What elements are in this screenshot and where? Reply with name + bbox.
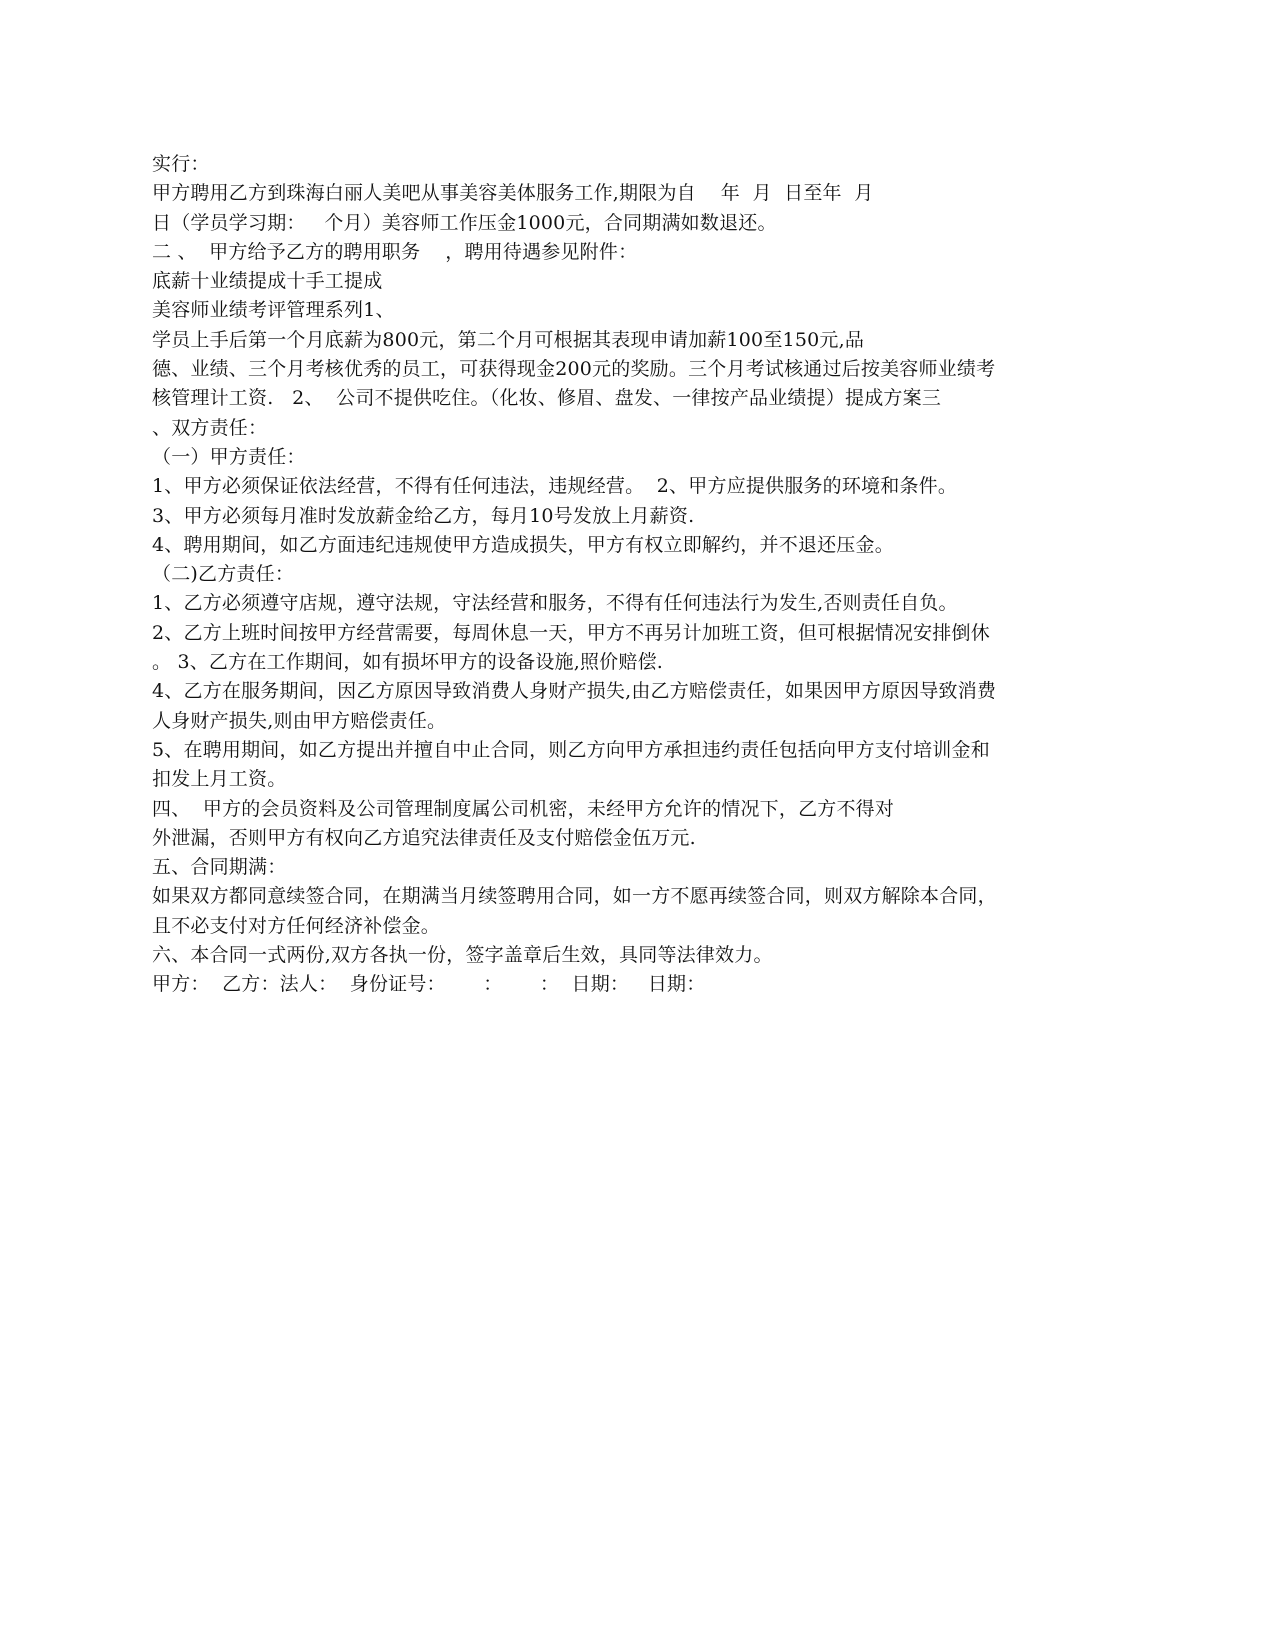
text-line: 德、业绩、三个月考核优秀的员工，可获得现金200元的奖励。三个月考试核通过后按美容师业绩考 bbox=[152, 358, 996, 381]
text-line: 人身财产损失,则由甲方赔偿责任。 bbox=[152, 709, 447, 732]
section-heading: 五、合同期满： bbox=[152, 856, 287, 879]
text-line: 。 3、乙方在工作期间，如有损坏甲方的设备设施,照价赔偿. bbox=[152, 651, 664, 674]
text-line: 核管理计工资. 2、 公司不提供吃住。（化妆、修眉、盘发、一律按产品业绩提）提成方案三 bbox=[152, 387, 942, 410]
text-line: 学员上手后第一个月底薪为800元，第二个月可根据其表现申请加薪100至150元,品 bbox=[152, 328, 865, 351]
text-line: 5、在聘用期间，如乙方提出并擅自中止合同，则乙方向甲方承担违约责任包括向甲方支付培训金和 bbox=[152, 738, 990, 761]
text-line: 1、乙方必须遵守店规，遵守法规，守法经营和服务，不得有任何违法行为发生,否则责任自负。 bbox=[152, 592, 958, 615]
text-line: 外泄漏，否则甲方有权向乙方追究法律责任及支付赔偿金伍万元. bbox=[152, 826, 696, 849]
text-line: 2、乙方上班时间按甲方经营需要，每周休息一天，甲方不再另计加班工资，但可根据情况安排倒休 bbox=[152, 621, 990, 644]
text-line: 扣发上月工资。 bbox=[152, 768, 287, 791]
text-line: 美容师业绩考评管理系列1、 bbox=[152, 299, 395, 322]
contract-text-body bbox=[152, 150, 1132, 1000]
section-heading: 、双方责任： bbox=[152, 416, 268, 439]
text-line: 4、乙方在服务期间，因乙方原因导致消费人身财产损失,由乙方赔偿责任，如果因甲方原因导致消费 bbox=[152, 680, 997, 703]
text-line: 1、甲方必须保证依法经营，不得有任何违法，违规经营。 2、甲方应提供服务的环境和条件。 bbox=[152, 475, 958, 498]
text-line: 甲方聘用乙方到珠海白丽人美吧从事美容美体服务工作,期限为自 年 月 日至年 月 bbox=[152, 182, 874, 205]
text-line: 3、甲方必须每月准时发放薪金给乙方，每月10号发放上月薪资. bbox=[152, 504, 695, 527]
section-heading: 四、 甲方的会员资料及公司管理制度属公司机密，未经甲方允许的情况下，乙方不得对 bbox=[152, 797, 895, 820]
text-line: 底薪十业绩提成十手工提成 bbox=[152, 270, 383, 293]
text-line: 且不必支付对方任何经济补偿金。 bbox=[152, 914, 441, 937]
subsection-heading: （二)乙方责任： bbox=[152, 563, 295, 586]
section-heading: 六、本合同一式两份,双方各执一份，签字盖章后生效，具同等法律效力。 bbox=[152, 944, 773, 967]
text-line: 如果双方都同意续签合同，在期满当月续签聘用合同，如一方不愿再续签合同，则双方解除本合同， bbox=[152, 885, 997, 908]
subsection-heading: （一）甲方责任： bbox=[152, 445, 306, 468]
text-line: 实行： bbox=[152, 153, 210, 175]
signature-line: 甲方： 乙方：法人： 身份证号： ： ： 日期： 日期： bbox=[152, 973, 706, 996]
text-line: 4、聘用期间，如乙方面违纪违规使甲方造成损失，甲方有权立即解约，并不退还压金。 bbox=[152, 533, 894, 556]
text-line: 日（学员学习期： 个月）美容师工作压金1000元，合同期满如数退还。 bbox=[152, 211, 777, 234]
section-heading: 二 、 甲方给予乙方的聘用职务 ，聘用待遇参见附件： bbox=[152, 240, 638, 263]
